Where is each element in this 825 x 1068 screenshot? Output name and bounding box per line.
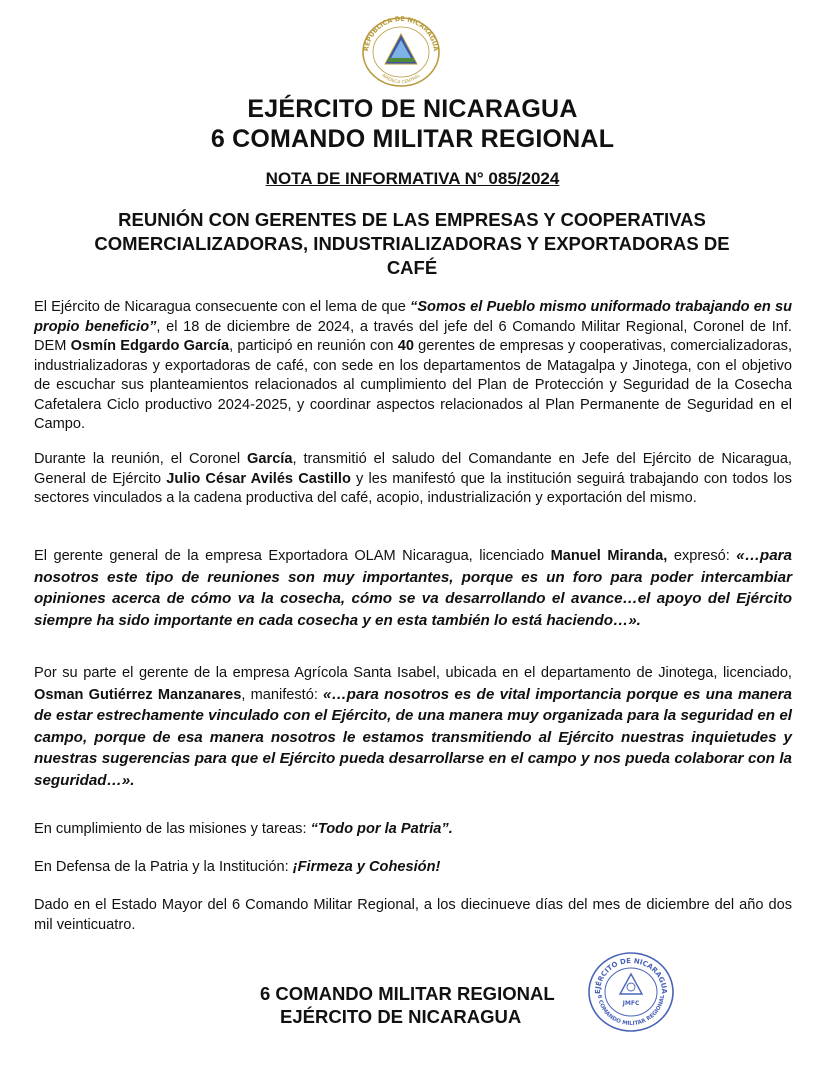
p3-quote: «…para nosotros este tipo de reuniones son muy importantes, porque es un foro para poder intercambiar opiniones acerca de cómo va la cosecha, cómo se va desarrollando el avance…el apoyo del Ejército siempre ha sido importante en cada cosecha y en esta también lo está haciendo…». xyxy=(34,547,792,629)
p2-name-2: Julio César Avilés Castillo xyxy=(166,470,351,487)
seal-bottom-text: AMÉRICA CENTRAL xyxy=(380,73,422,86)
p2-text-3: y les manifestó que la institución seguirá trabajando con todos los sectores vinculados a la cadena productiva del café, acopio, industrialización y exportación del mismo. xyxy=(34,470,792,506)
p3-text-1: El gerente general de la empresa Exportadora OLAM Nicaragua, licenciado xyxy=(34,548,551,564)
p1-text-4: gerentes de empresas y cooperativas, comercializadoras, industrializadoras y exportadoras de café, con sede en los departamentos de Matagalpa y Jinotega, con el objetivo de escuchar sus planteamientos relacionados al cumplimiento del Plan de Protección y Seguridad de la Cosecha Cafetalera Ciclo productivo 2024-2025, y coordinar aspectos relacionados al Plan Permanente de Seguridad en el Campo. xyxy=(34,338,793,432)
p4-name: Osman Gutiérrez Manzanares xyxy=(34,686,242,703)
p4-text-2: , manifestó: xyxy=(241,686,324,703)
p5-text: En cumplimiento de las misiones y tareas: xyxy=(34,821,311,837)
seal-ring-text: REPÚBLICA DE NICARAGUA xyxy=(362,14,440,52)
p1-text-3: , participó en reunión con xyxy=(229,338,398,354)
nicaragua-seal-icon xyxy=(358,14,444,88)
official-stamp-icon xyxy=(586,950,676,1034)
p4-quote: «…para nosotros es de vital importancia porque es una manera de estar estrechamente vinculado con el Ejército, de una manera muy organizada para la seguridad en el campo, porque de esa manera nosotros le estamos transmitiendo al Ejército nuestras inquietudes y nuestras sugerencias para que el Ejército pueda desarrollarse en el campo y nos pueda colaborar con la seguridad…». xyxy=(34,685,792,789)
p2-name-1: García xyxy=(247,451,293,467)
note-subject: REUNIÓN CON GERENTES DE LAS EMPRESAS Y COOPERATIVAS COMERCIALIZADORAS, INDUSTRIALIZADORAS Y EXPORTADORAS DE CAFÉ xyxy=(94,209,730,278)
paragraph-7: Dado en el Estado Mayor del 6 Comando Militar Regional, a los diecinueve días del mes de diciembre del año dos mil veinticuatro. xyxy=(34,897,792,933)
paragraph-2 xyxy=(34,450,792,509)
p6-motto: ¡Firmeza y Cohesión! xyxy=(292,859,441,875)
paragraph-5 xyxy=(34,820,792,840)
institution-title: EJÉRCITO DE NICARAGUA xyxy=(247,95,578,123)
stamp-ring-bottom: 6 COMANDO MILITAR REGIONAL xyxy=(595,994,667,1028)
p1-text-1: El Ejército de Nicaragua consecuente con el lema de que xyxy=(34,299,411,315)
footer-institution: EJÉRCITO DE NICARAGUA xyxy=(280,1006,522,1027)
p1-text-2: , el 18 de diciembre de 2024, a través del jefe del 6 Comando Militar Regional, Coronel de Inf. DEM xyxy=(34,318,792,354)
paragraph-1 xyxy=(34,298,792,435)
p5-motto: “Todo por la Patria”. xyxy=(310,821,453,837)
stamp-ring-top: EJÉRCITO DE NICARAGUA xyxy=(593,956,669,995)
p2-text-2: , transmitió el saludo del Comandante en Jefe del Ejército de Nicaragua, General de Ejército xyxy=(34,451,792,487)
p1-count: 40 xyxy=(397,338,414,354)
command-title: 6 COMANDO MILITAR REGIONAL xyxy=(210,125,615,153)
p4-text-1: Por su parte el gerente de la empresa Agrícola Santa Isabel, ubicada en el departamento de Jinotega, licenciado, xyxy=(34,665,792,681)
p1-name: Osmín Edgardo García xyxy=(70,338,230,354)
p6-text: En Defensa de la Patria y la Institución: xyxy=(34,859,293,875)
paragraph-4 xyxy=(34,664,792,791)
p3-text-2: expresó: xyxy=(667,548,737,564)
p2-text-1: Durante la reunión, el Coronel xyxy=(34,451,248,467)
p1-motto: “Somos el Pueblo mismo uniformado trabajando en su propio beneficio” xyxy=(34,299,792,335)
note-number: NOTA DE INFORMATIVA N° 085/2024 xyxy=(265,169,560,188)
paragraph-6 xyxy=(34,858,792,878)
footer-command: 6 COMANDO MILITAR REGIONAL xyxy=(260,983,555,1004)
stamp-center-text: JMFC xyxy=(622,1000,640,1007)
paragraph-3 xyxy=(34,545,792,631)
p3-name: Manuel Miranda, xyxy=(550,548,668,564)
